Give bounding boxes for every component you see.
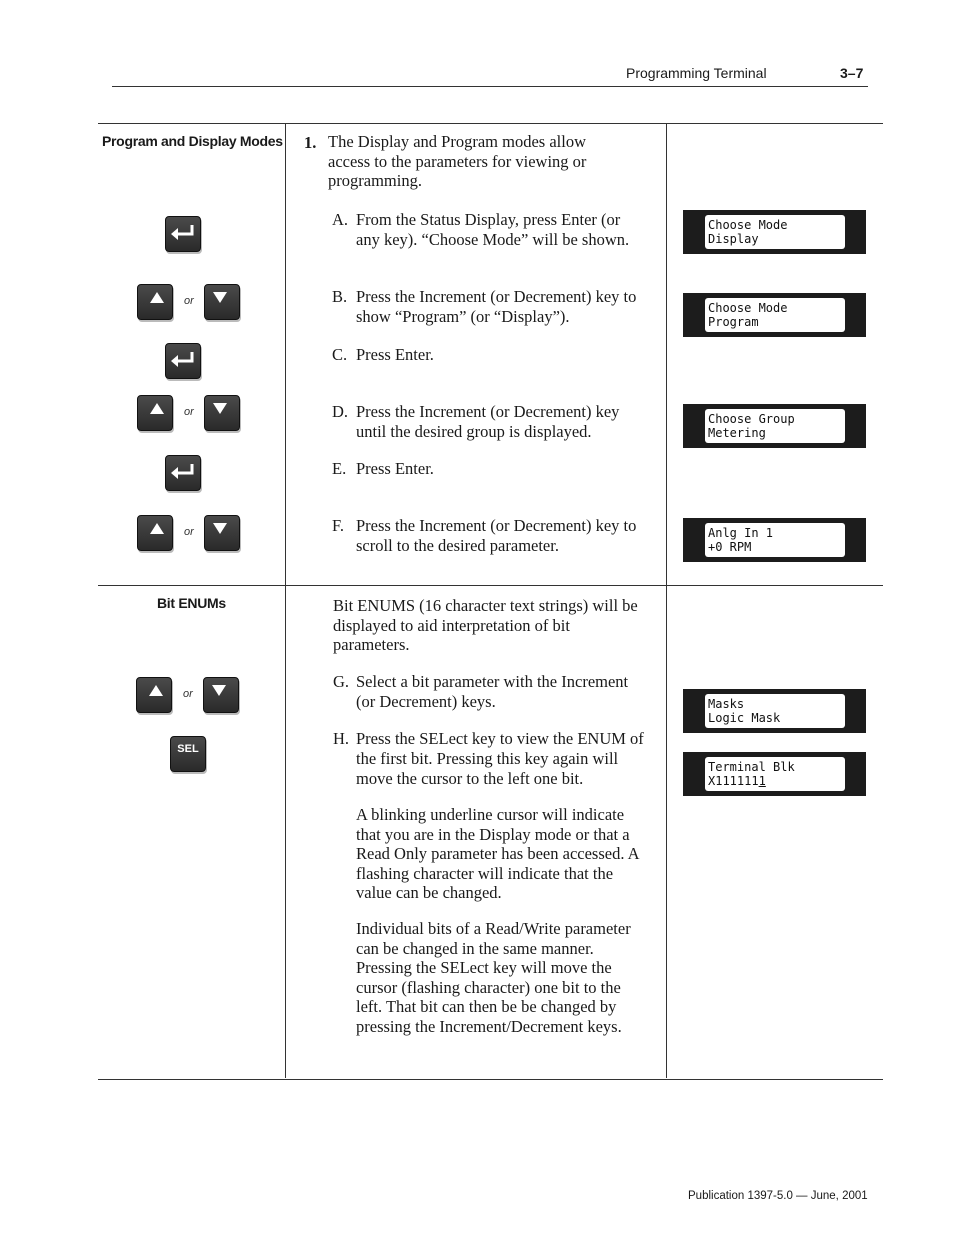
publication-footer: Publication 1397-5.0 — June, 2001: [688, 1190, 868, 1202]
item-text: Press Enter.: [356, 345, 434, 364]
step-intro: [328, 132, 658, 191]
lcd-line-1: Choose Group: [708, 412, 795, 426]
running-header-title: Programming Terminal: [626, 65, 767, 81]
lcd-line-2: [708, 775, 766, 788]
step-number: 1.: [304, 133, 317, 152]
cursor-note: A blinking underline cursor will indicate that you are in the Display mode or that a Read Only parameter has been accessed. A flashing character will indicate that the value can be changed.: [356, 805, 639, 902]
step-intro-line: access to the parameters for viewing or: [328, 151, 587, 171]
table-top-rule: [98, 123, 883, 124]
lcd-display: [683, 689, 866, 733]
lcd-line-2-text: X111111: [708, 774, 759, 788]
lcd-line-2: Metering: [708, 426, 766, 440]
item-letter: A.: [332, 210, 349, 229]
decrement-key-icon: [204, 515, 240, 551]
item-text: Press Enter.: [356, 459, 434, 478]
lcd-display: [683, 752, 866, 796]
lcd-screen: [705, 409, 845, 443]
lcd-display: [683, 210, 866, 254]
section-heading-program-display-modes: Program and Display Modes: [102, 133, 283, 149]
item-text: From the Status Display, press Enter (or any key). “Choose Mode” will be shown.: [356, 210, 630, 249]
decrement-key-icon: [204, 284, 240, 320]
lcd-screen: [705, 694, 845, 728]
sel-key-icon: [170, 736, 206, 772]
lcd-screen: [705, 298, 845, 332]
lcd-line-1: Choose Mode: [708, 301, 788, 315]
lcd-screen: [705, 757, 845, 791]
item-text: Select a bit parameter with the Increment (or Decrement) keys.: [356, 672, 629, 711]
item-letter: C.: [332, 345, 348, 364]
cursor-character: 1: [758, 774, 766, 788]
item-letter: B.: [332, 287, 348, 306]
decrement-key-icon: [203, 677, 239, 713]
item-text: Press the Increment (or Decrement) key to show “Program” (or “Display”).: [356, 287, 637, 326]
lcd-line-2: Program: [708, 315, 759, 329]
increment-key-icon: [137, 284, 173, 320]
item-text: Press the Increment (or Decrement) key to scroll to the desired parameter.: [356, 516, 637, 555]
increment-key-icon: [137, 395, 173, 431]
sel-key-label: SEL: [177, 743, 199, 755]
enter-key-icon: [165, 343, 201, 379]
section-heading-bit-enums: Bit ENUMs: [157, 595, 226, 611]
enter-key-icon: [165, 455, 201, 491]
increment-key-icon: [136, 677, 172, 713]
or-label: or: [184, 406, 194, 418]
item-letter: D.: [332, 402, 349, 421]
step-intro-line: programming.: [328, 171, 422, 190]
item-text: Press the Increment (or Decrement) key until the desired group is displayed.: [356, 402, 620, 441]
step-intro-line: The Display and Program modes allow: [328, 132, 586, 151]
table-middle-rule: [98, 585, 883, 586]
lcd-display: [683, 404, 866, 448]
item-letter: H.: [333, 729, 350, 748]
table-bottom-rule: [98, 1079, 883, 1080]
lcd-line-2: Logic Mask: [708, 711, 781, 725]
lcd-line-1: Terminal Blk: [708, 760, 795, 774]
item-letter: F.: [332, 516, 344, 535]
item-letter: G.: [333, 672, 350, 691]
lcd-line-2: Display: [708, 232, 759, 246]
enter-key-icon: [165, 216, 201, 252]
increment-key-icon: [137, 515, 173, 551]
lcd-screen: [705, 215, 845, 249]
column-divider-left: [285, 123, 286, 1078]
bit-enums-intro: Bit ENUMS (16 character text strings) will be displayed to aid interpretation of bit parameters.: [333, 596, 638, 654]
lcd-line-1: Choose Mode: [708, 218, 788, 232]
lcd-display: [683, 293, 866, 337]
lcd-screen: [705, 523, 845, 557]
decrement-key-icon: [204, 395, 240, 431]
read-write-note: Individual bits of a Read/Write parameter can be changed in the same manner. Pressing the SELect key will move the cursor (flashing character) one bit to the left. That bit can then be be changed by pressing the Increment/Decrement keys.: [356, 919, 631, 1036]
item-letter: E.: [332, 459, 347, 478]
lcd-line-1: Anlg In 1: [708, 526, 774, 540]
lcd-line-2: +0 RPM: [708, 540, 752, 554]
or-label: or: [183, 688, 193, 700]
or-label: or: [184, 526, 194, 538]
lcd-display: [683, 518, 866, 562]
lcd-line-1: Masks: [708, 697, 745, 711]
header-rule: [112, 86, 868, 87]
page-number: 3–7: [840, 65, 864, 81]
or-label: or: [184, 295, 194, 307]
column-divider-right: [666, 123, 667, 1078]
item-text: Press the SELect key to view the ENUM of the first bit. Pressing this key again will move the cursor to the left one bit.: [356, 729, 644, 788]
